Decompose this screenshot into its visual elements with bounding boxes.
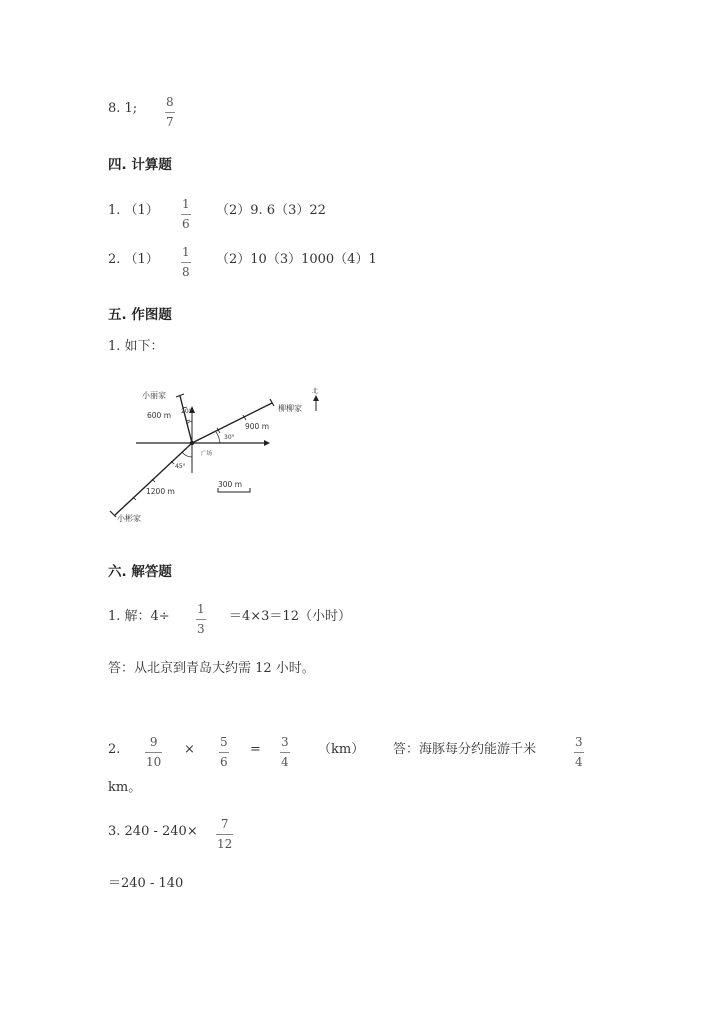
solve-3-label: 3. 240 - 240× — [108, 824, 198, 839]
answer-8-label: 8. 1; — [108, 101, 138, 116]
solve-1-answer: 答：从北京到青岛大约需 12 小时。 — [108, 661, 315, 676]
calc-2-label: 2. （1） — [108, 252, 159, 267]
calc-1-rest: （2）9. 6（3）22 — [216, 203, 326, 218]
liuliu-endpoint — [270, 399, 274, 406]
label-900m: 900 m — [245, 422, 270, 431]
fraction-1-6: 1 6 — [182, 197, 190, 231]
label-30deg: 30° — [224, 434, 235, 441]
calc-1-label: 1. （1） — [108, 203, 159, 218]
axis-arrow-east — [264, 440, 270, 446]
path-to-xiaobin — [115, 443, 192, 515]
label-45deg: 45° — [175, 463, 186, 470]
solve-2-answer: 答：海豚每分约能游千米 — [393, 742, 537, 757]
fraction-1-8: 1 8 — [182, 245, 190, 279]
label-xiaobin: 小彬家 — [117, 514, 141, 523]
times-sign: × — [184, 742, 195, 757]
north-arrow-head — [313, 395, 319, 401]
calc-2-rest: （2）10（3）1000（4）1 — [216, 252, 377, 267]
fraction-7-12: 7 12 — [217, 817, 233, 851]
section-4-title: 四. 计算题 — [108, 157, 172, 173]
fraction-8-7: 8 7 — [166, 95, 174, 129]
label-square: 广场 — [201, 451, 213, 457]
angle-arc-30 — [216, 432, 220, 443]
label-liuliu: 柳柳家 — [278, 404, 302, 413]
solve-1-label: 1. 解：4÷ — [108, 609, 170, 624]
solve-2-tail: km。 — [108, 780, 142, 795]
direction-diagram — [100, 375, 340, 535]
section-6-title: 六. 解答题 — [108, 564, 172, 580]
drawing-1-label: 1. 如下： — [108, 339, 164, 354]
fraction-9-10: 9 10 — [146, 735, 162, 769]
solve-3-step: ＝240 - 140 — [108, 876, 184, 891]
fraction-3-4: 3 4 — [281, 735, 289, 769]
solve-2-label: 2. — [108, 742, 121, 757]
equals-sign: = — [250, 742, 261, 757]
label-xiaoli: 小丽家 — [142, 391, 166, 400]
section-5-title: 五. 作图题 — [108, 307, 172, 323]
label-20deg: 20° — [181, 408, 192, 415]
unit-km: （km） — [318, 742, 365, 757]
label-1200m: 1200 m — [146, 487, 175, 496]
fraction-5-6: 5 6 — [220, 735, 228, 769]
label-north: 北 — [312, 388, 319, 395]
path-to-xiaoli — [180, 396, 192, 443]
fraction-1-3: 1 3 — [197, 602, 205, 636]
label-300m-scale: 300 m — [218, 480, 243, 489]
fraction-3-4-answer: 3 4 — [575, 735, 583, 769]
solve-1-rest: ＝4×3＝12（小时） — [229, 609, 351, 624]
angle-arc-45 — [182, 452, 192, 457]
label-600m: 600 m — [147, 411, 172, 420]
